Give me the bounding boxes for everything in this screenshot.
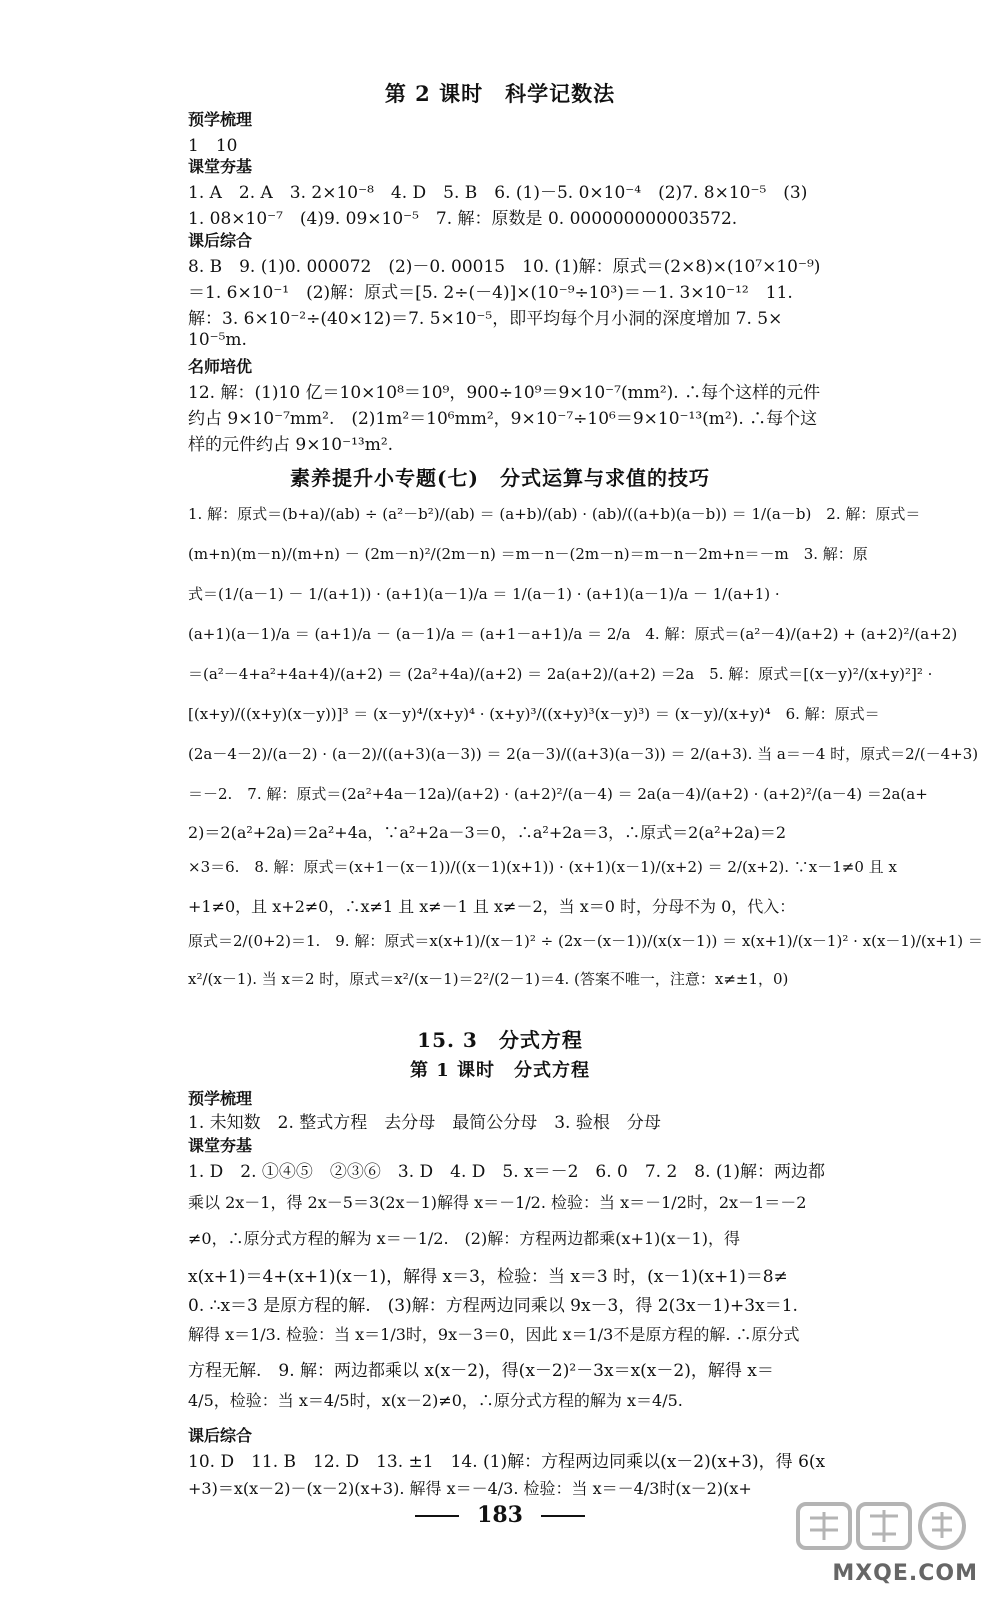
topic7-line: x²/(x－1). 当 x＝2 时，原式＝x²/(x－1)＝2²/(2－1)＝4. (答案不唯一，注意：x≠±1，0) [188,970,789,988]
section153-preview-heading: 预学梳理 [188,1089,253,1108]
section153-class-line: 4/5，检验：当 x＝4/5时，x(x－2)≠0，∴原分式方程的解为 x＝4/5. [188,1391,683,1410]
topic7-line: 2)＝2(a²+2a)＝2a²+4a，∵a²+2a－3＝0，∴a²+2a＝3，∴原式＝2(a²+2a)＝2 [188,823,787,842]
lesson2-after-line: 10⁻⁵m. [188,330,247,350]
lesson2-class-line: 1. A 2. A 3. 2×10⁻⁸ 4. D 5. B 6. (1)－5. 0×10⁻⁴ (2)7. 8×10⁻⁵ (3) [188,183,808,203]
section153-class-line: 0. ∴x＝3 是原方程的解. (3)解：方程两边同乘以 9x－3，得 2(3x－1)+3x＝1. [188,1296,798,1316]
topic7-line: ＝－2. 7. 解：原式＝(2a²+4a－12a)/(a+2) · (a+2)²/(a－4) ＝ 2a(a－4)/(a+2) · (a+2)²/(a－4) ＝2a(a+ [188,785,928,803]
lesson2-after-line: 解：3. 6×10⁻²÷(40×12)＝7. 5×10⁻⁵，即平均每个月小洞的深度增加 7. 5× [188,309,783,329]
lesson2-after-line: 8. B 9. (1)0. 000072 (2)－0. 00015 10. (1)解：原式＝(2×8)×(10⁷×10⁻⁹) [188,257,821,277]
section153-class-line: 解得 x＝1/3. 检验：当 x＝1/3时，9x－3＝0，因此 x＝1/3不是原方程的解. ∴原分式 [188,1325,800,1344]
topic7-line: (a+1)(a－1)/a ＝ (a+1)/a － (a－1)/a ＝ (a+1－a+1)/a ＝ 2/a 4. 解：原式＝(a²－4)/(a+2) + (a+2)²/(a+2) [188,625,958,643]
lesson2-after-line: ＝1. 6×10⁻¹ (2)解：原式＝[5. 2÷(－4)]×(10⁻⁹÷10³)＝－1. 3×10⁻¹² 11. [188,283,793,303]
lesson2-title: 第 2 课时 科学记数法 [384,81,616,106]
footer-dash-left [415,1515,459,1517]
section153-class-heading: 课堂夯基 [188,1136,253,1155]
topic7-line: 式＝(1/(a－1) － 1/(a+1)) · (a+1)(a－1)/a ＝ 1/(a－1) · (a+1)(a－1)/a － 1/(a+1) · [188,585,780,603]
topic7-line: [(x+y)/((x+y)(x－y))]³ ＝ (x－y)⁴/(x+y)⁴ · (x+y)³/((x+y)³(x－y)³) ＝ (x－y)/(x+y)⁴ 6. 解：原式＝ [188,705,880,723]
topic7-title: 素养提升小专题(七) 分式运算与求值的技巧 [290,466,710,490]
topic7-line: ×3＝6. 8. 解：原式＝(x+1－(x－1))/((x－1)(x+1)) · (x+1)(x－1)/(x+2) ＝ 2/(x+2). ∵x－1≠0 且 x [188,858,897,876]
lesson2-after-heading: 课后综合 [188,231,253,250]
section153-class-line: 1. D 2. ①④⑤ ②③⑥ 3. D 4. D 5. x＝－2 6. 0 7. 2 8. (1)解：两边都 [188,1162,825,1182]
topic7-line: ＝(a²－4+a²+4a+4)/(a+2) ＝ (2a²+4a)/(a+2) ＝ 2a(a+2)/(a+2) ＝2a 5. 解：原式＝[(x－y)²/(x+y)²]² · [188,665,933,683]
lesson2-master-heading: 名师培优 [188,357,253,376]
page-number: 183 [477,1502,523,1528]
watermark-text: MXQE.COM [832,1561,978,1586]
section153-class-line: x(x+1)＝4+(x+1)(x－1)，解得 x＝3，检验：当 x＝3 时，(x－1)(x+1)＝8≠ [188,1267,788,1287]
lesson2-master-line: 样的元件约占 9×10⁻¹³m². [188,435,394,455]
lesson2-preview-answers: 1 10 [188,136,238,156]
topic7-line: (2a－4－2)/(a－2) · (a－2)/((a+3)(a－3)) ＝ 2(a－3)/((a+3)(a－3)) ＝ 2/(a+3). 当 a＝－4 时，原式＝2/(－4+3) [188,745,979,763]
lesson2-class-heading: 课堂夯基 [188,157,253,176]
section153-after-line: +3)＝x(x－2)－(x－2)(x+3). 解得 x＝－4/3. 检验：当 x＝－4/3时(x－2)(x+ [188,1479,752,1498]
section153-after-line: 10. D 11. B 12. D 13. ±1 14. (1)解：方程两边同乘以(x－2)(x+3)，得 6(x [188,1452,826,1472]
footer-dash-right [541,1515,585,1517]
topic7-line: +1≠0，且 x+2≠0，∴x≠1 且 x≠－1 且 x≠－2，当 x＝0 时，分母不为 0，代入： [188,897,796,916]
lesson2-preview-heading: 预学梳理 [188,110,253,129]
section153-class-line: 方程无解. 9. 解：两边都乘以 x(x－2)，得(x－2)²－3x＝x(x－2)，解得 x＝ [188,1361,774,1381]
lesson2-class-line: 1. 08×10⁻⁷ (4)9. 09×10⁻⁵ 7. 解：原数是 0. 000000000003572. [188,209,738,229]
topic7-line: (m+n)(m－n)/(m+n) － (2m－n)²/(2m－n) ＝m－n－(2m－n)＝m－n－2m+n＝－m 3. 解：原 [188,545,868,563]
section153-preview-answers: 1. 未知数 2. 整式方程 去分母 最简公分母 3. 验根 分母 [188,1113,661,1133]
lesson2-master-line: 12. 解：(1)10 亿＝10×10⁸＝10⁹，900÷10⁹＝9×10⁻⁷(mm²). ∴每个这样的元件 [188,383,821,403]
section153-title: 15. 3 分式方程 [417,1028,583,1052]
section153-class-line: ≠0，∴原分式方程的解为 x＝－1/2. (2)解：方程两边都乘(x+1)(x－1)，得 [188,1229,740,1248]
topic7-line: 1. 解：原式＝(b+a)/(ab) ÷ (a²－b²)/(ab) ＝ (a+b)/(ab) · (ab)/((a+b)(a－b)) ＝ 1/(a－b) 2. 解：原式＝ [188,505,921,523]
section153-class-line: 乘以 2x－1，得 2x－5＝3(2x－1)解得 x＝－1/2. 检验：当 x＝－1/2时，2x－1＝－2 [188,1193,807,1212]
lesson2-master-line: 约占 9×10⁻⁷mm². (2)1m²＝10⁶mm²，9×10⁻⁷÷10⁶＝9×10⁻¹³(m²). ∴每个这 [188,409,818,429]
section153-lesson-title: 第 1 课时 分式方程 [409,1060,591,1081]
topic7-line: 原式＝2/(0+2)＝1. 9. 解：原式＝x(x+1)/(x－1)² ÷ (2x－(x－1))/(x(x－1)) ＝ x(x+1)/(x－1)² · x(x－1)/(x+1) ＝ [188,932,983,950]
section153-after-heading: 课后综合 [188,1426,253,1445]
